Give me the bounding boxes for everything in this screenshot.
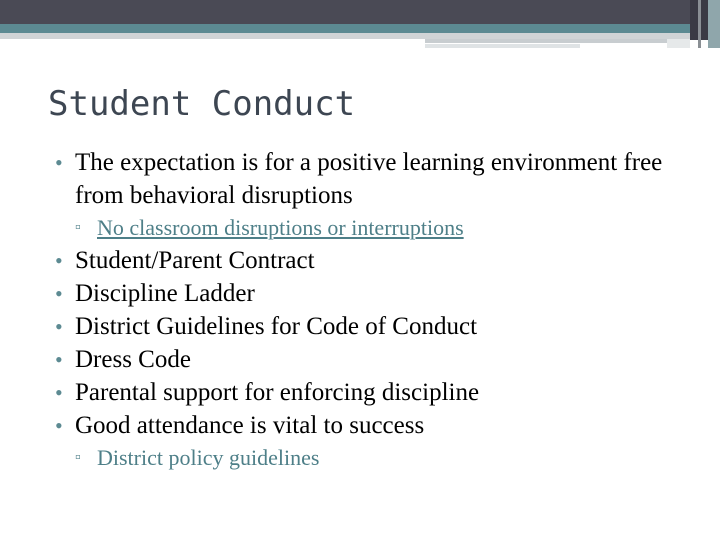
bullet-item [55, 343, 695, 376]
sub-bullet-item [55, 442, 695, 474]
square-bullet-icon: ▫ [75, 219, 81, 236]
bullet-text: Good attendance is vital to success [75, 412, 425, 439]
accent-bar [667, 39, 690, 48]
corner-band-line [698, 0, 701, 48]
sub-bullet-item[interactable] [55, 212, 695, 244]
top-band-teal [0, 24, 720, 33]
sub-bullet-text: District policy guidelines [97, 445, 320, 470]
bullet-text: Dress Code [75, 346, 191, 373]
bullet-dot-icon: • [55, 248, 63, 273]
bullet-text: Student/Parent Contract [75, 247, 315, 274]
sub-bullet-text: No classroom disruptions or interruptions [97, 215, 464, 240]
square-bullet-icon: ▫ [75, 449, 81, 466]
bullet-text: The expectation is for a positive learning environment free from behavioral disruptions [75, 149, 663, 209]
bullet-dot-icon: • [55, 314, 63, 339]
bullet-item [55, 244, 695, 277]
corner-band-teal [708, 0, 720, 48]
bullet-item [55, 310, 695, 343]
bullet-dot-icon: • [55, 150, 63, 175]
bullet-dot-icon: • [55, 413, 63, 438]
bullet-text: Parental support for enforcing discipline [75, 379, 480, 406]
slide-title: Student Conduct [48, 84, 356, 124]
top-band-dark [0, 0, 720, 24]
bullet-item [55, 409, 695, 442]
accent-bar [425, 39, 667, 43]
bullet-text: Discipline Ladder [75, 280, 255, 307]
bullet-item [55, 277, 695, 310]
bullet-item [55, 146, 695, 212]
bullet-dot-icon: • [55, 281, 63, 306]
bullet-dot-icon: • [55, 380, 63, 405]
accent-bar [425, 44, 580, 48]
bullet-item [55, 376, 695, 409]
bullet-text: District Guidelines for Code of Conduct [75, 313, 478, 340]
bullet-dot-icon: • [55, 347, 63, 372]
slide-content [55, 146, 695, 474]
